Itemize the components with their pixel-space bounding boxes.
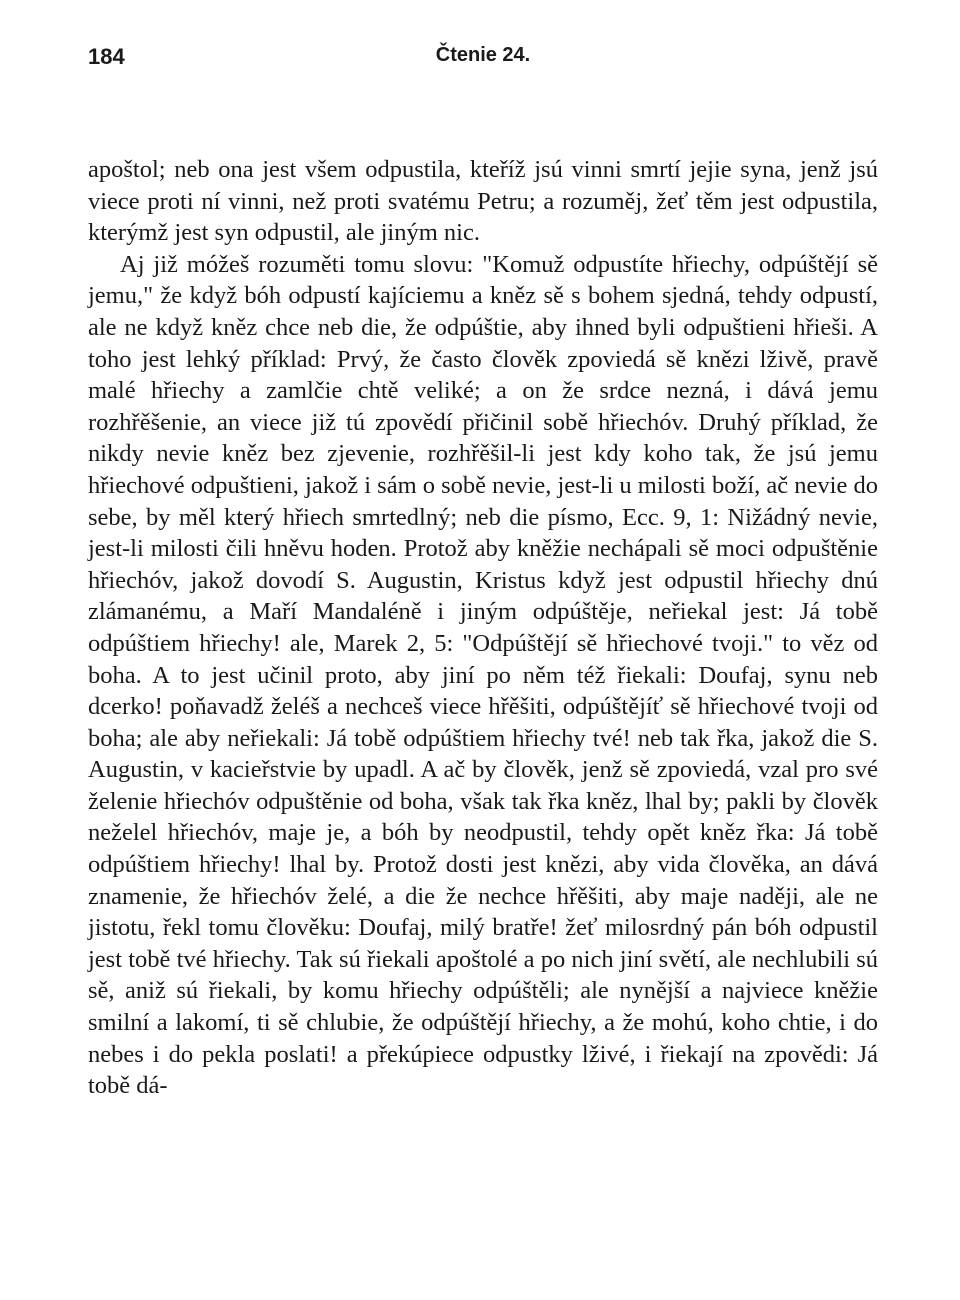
page-number: 184: [88, 44, 125, 69]
running-head: Čtenie 24.: [435, 44, 531, 66]
paragraph: Aj již móžeš rozuměti tomu slovu: "Komuž odpustíte hřiechy, odpúštějí sě jemu," že když bóh odpustí kajíciemu a kněz sě s bohem sjedná, tehdy odpustí, ale ne když kněz chce neb die, že odpúštie, aby ihned byli odpuštieni hřieši. A toho jest lehký příklad: Prvý, že často člověk zpoviedá sě knězi lživě, pravě malé hřiechy a zamlčie chtě veliké; a on že srdce nezná, i dává jemu rozhřěšenie, an viece již tú zpovědí přičinil sobě hřiechóv. Druhý příklad, že nikdy nevie kněz bez zjevenie, rozhřěšil-li jest kdy koho tak, že jsú jemu hřiechové odpuštieni, jakož i sám o sobě nevie, jest-li u milosti boží, ač nevie do sebe, by měl který hřiech smrtedlný; neb die písmo, Ecc. 9, 1: Nižádný nevie, jest-li milosti čili hněvu hoden. Protož aby kněžie nechápali sě moci odpuštěnie hřiechóv, jakož dovodí S. Augustin, Kristus když jest odpustil hřiechy dnú zlámanému, a Maří Mandaléně i jiným odpúštěje, neřiekal jest: Já tobě odpúštiem hřiechy! ale, Marek 2, 5: "Odpúštějí sě hřiechové tvoji." to věz od boha. A to jest učinil proto, aby jiní po něm též řiekali: Doufaj, synu neb dcerko! poňavadž želéš a nechceš viece hřěšiti, odpúštějíť sě hřiechové tvoji od boha; ale aby neřiekali: Já tobě odpúštiem hřiechy tvé! neb tak řka, jakož die S. Augustin, v kacieřstvie by upadl. A ač by člověk, jenž sě zpoviedá, vzal pro své želenie hřiechóv odpuštěnie od boha, však tak řka kněz, lhal by; pakli by člověk neželel hřiechóv, maje je, a bóh by neodpustil, tehdy opět kněz řka: Já tobě odpúštiem hřiechy! lhal by. Protož dosti jest knězi, aby vida člověka, an dává znamenie, že hřiechóv želé, a die že nechce hřěšiti, aby maje naději, ale ne jistotu, řekl tomu člověku: Doufaj, milý bratře! žeť milosrdný pán bóh odpustil jest tobě tvé hřiechy. Tak sú řiekali apoštolé a po nich jiní světí, ale nechlubili sú sě, aniž sú řiekali, by komu hřiechy odpúštěli; ale nynější a najviece kněžie smilní a lakomí, ti sě chlubie, že odpúštějí hřiechy, a že mohú, koho chtie, i do nebes i do pekla poslati! a překúpiece odpustky lživé, i řiekají na zpovědi: Já tobě dá-: [88, 250, 878, 1100]
page-header: [88, 36, 878, 80]
paragraph-continuation: apoštol; neb ona jest všem odpustila, kteříž jsú vinni smrtí jejie syna, jenž jsú viece proti ní vinni, než proti svatému Petru; a rozuměj, žeť těm jest odpustila, kterýmž jest syn odpustil, ale jiným nic.: [88, 156, 878, 247]
book-page: [88, 36, 878, 1102]
body-text: [88, 154, 878, 1102]
